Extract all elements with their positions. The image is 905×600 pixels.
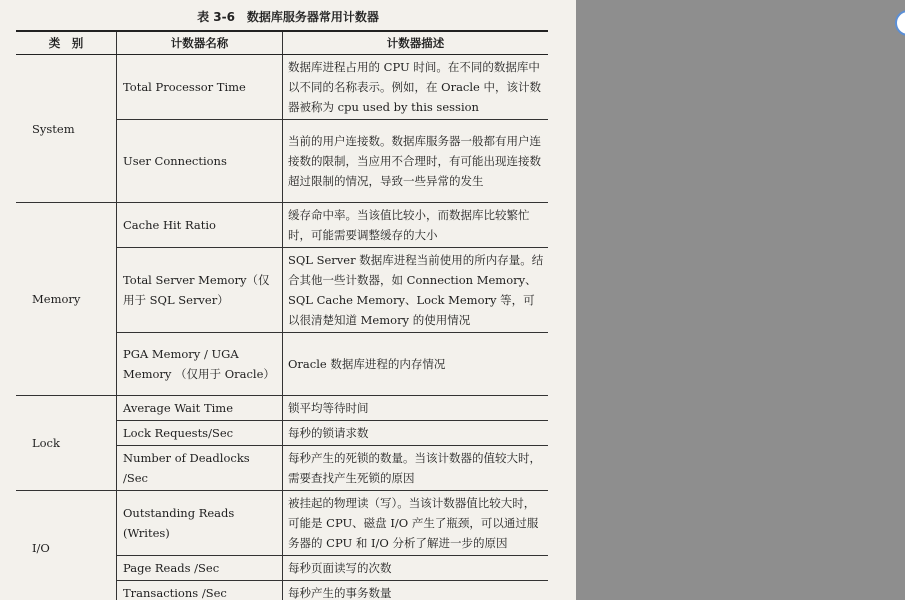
counter-name: Number of Deadlocks /Sec (117, 446, 283, 491)
counter-description: 每秒产生的死锁的数量。当该计数器的值较大时，需要查找产生死锁的原因 (283, 446, 549, 491)
category-cell: Memory (16, 203, 117, 396)
counter-name: User Connections (117, 120, 283, 203)
gray-background-panel (576, 0, 905, 600)
counter-description: 锁平均等待时间 (283, 396, 549, 421)
counter-name: Total Processor Time (117, 55, 283, 120)
table-row (16, 203, 548, 248)
counter-table (16, 30, 548, 600)
counter-description: 每秒页面读写的次数 (283, 556, 549, 581)
header-name: 计数器名称 (117, 31, 283, 55)
counter-description: 被挂起的物理读（写）。当该计数器值比较大时，可能是 CPU、磁盘 I/O 产生了瓶颈，可以通过服务器的 CPU 和 I/O 分析了解进一步的原因 (283, 491, 549, 556)
counter-description: 每秒的锁请求数 (283, 421, 549, 446)
counter-name: Page Reads /Sec (117, 556, 283, 581)
category-cell: I/O (16, 491, 117, 600)
counter-name: Lock Requests/Sec (117, 421, 283, 446)
counter-name: PGA Memory / UGA Memory （仅用于 Oracle） (117, 333, 283, 396)
table-caption: 表 3-6 数据库服务器常用计数器 (197, 10, 379, 24)
counter-description: SQL Server 数据库进程当前使用的所内存量。结合其他一些计数器，如 Connection Memory、SQL Cache Memory、Lock Memory 等，可以很清楚知道 Memory 的使用情况 (283, 248, 549, 333)
counter-description: 每秒产生的事务数量 (283, 581, 549, 600)
counter-name: Cache Hit Ratio (117, 203, 283, 248)
table-row (16, 55, 548, 120)
counter-name: Transactions /Sec (117, 581, 283, 600)
counter-name: Outstanding Reads (Writes) (117, 491, 283, 556)
table-row (16, 491, 548, 556)
table-row (16, 396, 548, 421)
counter-description: 当前的用户连接数。数据库服务器一般都有用户连接数的限制，当应用不合理时，有可能出现连接数超过限制的情况，导致一些异常的发生 (283, 120, 549, 203)
counter-description: 缓存命中率。当该值比较小，而数据库比较繁忙时，可能需要调整缓存的大小 (283, 203, 549, 248)
category-cell: Lock (16, 396, 117, 491)
header-category: 类 别 (16, 31, 117, 55)
table-header-row (16, 31, 548, 55)
counter-name: Average Wait Time (117, 396, 283, 421)
counter-description: Oracle 数据库进程的内存情况 (283, 333, 549, 396)
counter-name: Total Server Memory（仅用于 SQL Server） (117, 248, 283, 333)
header-description: 计数器描述 (283, 31, 549, 55)
counter-description: 数据库进程占用的 CPU 时间。在不同的数据库中以不同的名称表示。例如，在 Oracle 中，该计数器被称为 cpu used by this session (283, 55, 549, 120)
category-cell: System (16, 55, 117, 203)
